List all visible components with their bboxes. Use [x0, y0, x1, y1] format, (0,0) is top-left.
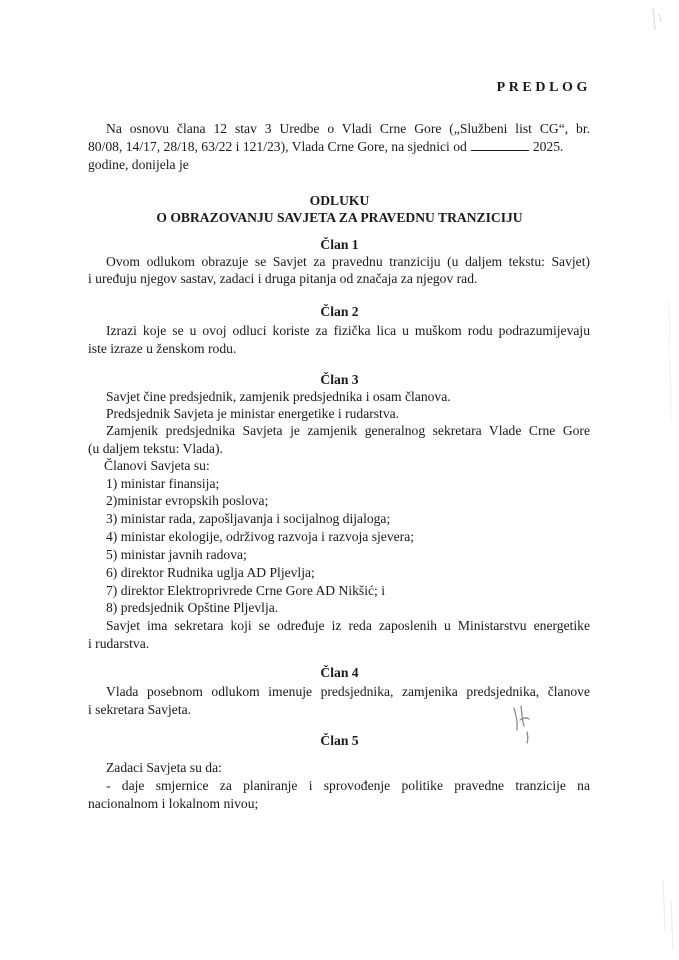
member-item: 1) ministar finansija; — [106, 476, 220, 491]
clan-5-item-1-line-2: nacionalnom i lokalnom nivou; — [88, 796, 259, 811]
clan-1-line-1: Ovom odlukom obrazuje se Savjet za pravednu tranziciju (u daljem tekstu: Savjet) — [106, 254, 590, 269]
clan-4-heading: Član 4 — [320, 665, 359, 680]
clan-3-para-2: Predsjednik Savjeta je ministar energetike i rudarstva. — [106, 406, 400, 421]
clan-3-para-4: Članovi Savjeta su: — [104, 458, 210, 473]
title-line-1: ODLUKU — [309, 193, 370, 208]
document-label: PREDLOG — [496, 80, 591, 95]
member-item: 2)ministar evropskih poslova; — [106, 493, 269, 508]
intro-line-2-text: 80/08, 14/17, 28/18, 63/22 i 121/23), Vlada Crne Gore, na sjednici od — [88, 139, 467, 154]
intro-year: 2025. — [532, 139, 564, 154]
clan-5-item-1-line-1: - daje smjernice za planiranje i sprovođenje politike pravedne tranzicije na — [106, 778, 590, 793]
clan-1-line-2: i uređuju njegov sastav, zadaci i druga pitanja od značaja za njegov rad. — [88, 271, 478, 286]
intro-line-2 — [88, 138, 563, 155]
clan-2-line-2: iste izraze u ženskom rodu. — [88, 341, 237, 356]
intro-line-1: Na osnovu člana 12 stav 3 Uredbe o Vladi Crne Gore („Službeni list CG“, br. — [106, 121, 590, 136]
clan-4-line-1: Vlada posebnom odlukom imenuje predsjednika, zamjenika predsjednika, članove — [106, 684, 590, 699]
member-item: 7) direktor Elektroprivrede Crne Gore AD Nikšić; i — [106, 583, 385, 598]
title-line-2: O OBRAZOVANJU SAVJETA ZA PRAVEDNU TRANZICIJU — [156, 210, 523, 225]
clan-4-line-2: i sekretara Savjeta. — [88, 702, 192, 717]
clan-2-heading: Član 2 — [320, 304, 359, 319]
date-blank-line — [471, 138, 529, 151]
clan-3-para-3-line-2: (u daljem tekstu: Vlada). — [88, 441, 223, 456]
member-item: 6) direktor Rudnika uglja AD Pljevlja; — [106, 565, 315, 580]
clan-3-para-3-line-1: Zamjenik predsjednika Savjeta je zamjenik generalnog sekretara Vlade Crne Gore — [106, 423, 590, 438]
clan-5-heading: Član 5 — [320, 733, 359, 748]
clan-3-para-1: Savjet čine predsjednik, zamjenik predsjednika i osam članova. — [106, 389, 451, 404]
clan-3-para-5-line-1: Savjet ima sekretara koji se određuje iz reda zaposlenih u Ministarstvu energetike — [106, 618, 590, 633]
member-item: 3) ministar rada, zapošljavanja i socijalnog dijaloga; — [106, 511, 391, 526]
member-item: 5) ministar javnih radova; — [106, 547, 247, 562]
intro-line-3: godine, donijela je — [88, 157, 189, 172]
clan-3-para-5-line-2: i rudarstva. — [88, 636, 150, 651]
clan-5-para-1: Zadaci Savjeta su da: — [106, 760, 222, 775]
member-item: 8) predsjednik Opštine Pljevlja. — [106, 600, 279, 615]
handwritten-initial-mark — [510, 702, 536, 744]
clan-2-line-1: Izrazi koje se u ovoj odluci koriste za fizička lica u muškom rodu podrazumijevaju — [106, 323, 590, 338]
clan-3-heading: Član 3 — [320, 372, 359, 387]
member-item: 4) ministar ekologije, održivog razvoja i razvoja sjevera; — [106, 529, 415, 544]
scan-edge-artifacts — [619, 0, 679, 960]
clan-1-heading: Član 1 — [320, 237, 359, 252]
